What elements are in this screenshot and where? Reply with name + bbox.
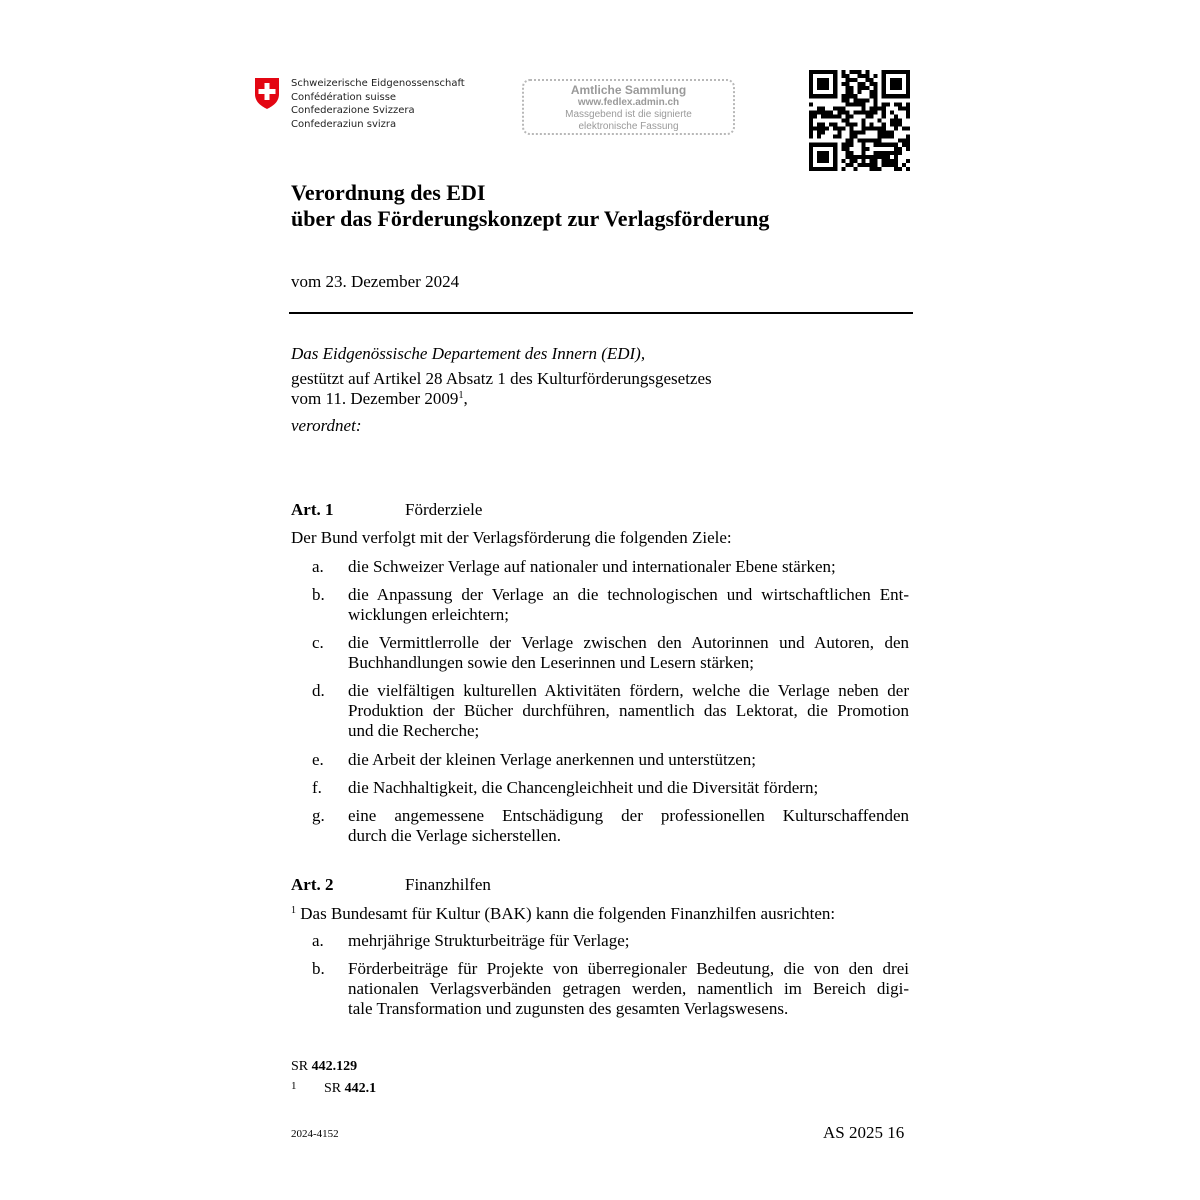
title-line-1: Verordnung des EDI <box>291 180 486 205</box>
confederation-names <box>291 77 465 131</box>
preamble-decree: verordnet: <box>291 416 362 435</box>
footnote-prefix: SR <box>324 1081 342 1096</box>
footnote-value: 442.1 <box>344 1081 377 1096</box>
article-title: Finanzhilfen <box>405 875 491 894</box>
confed-name-rm: Confederaziun svizra <box>291 118 397 130</box>
footnote-ref-1[interactable]: 1 <box>458 390 464 401</box>
basis-punct: , <box>463 389 468 408</box>
document-date: vom 23. Dezember 2024 <box>291 272 460 291</box>
list-letter: e. <box>312 750 324 769</box>
preamble-basis-line-2 <box>291 389 468 409</box>
list-letter: a. <box>312 557 324 576</box>
list-item <box>312 778 909 798</box>
article-number: Art. 2 <box>291 875 334 894</box>
preamble-authority: Das Eidgenössische Departement des Innern (EDI), <box>291 344 646 363</box>
list-letter: b. <box>312 959 325 978</box>
item-line: die Nachhaltigkeit, die Chancengleichheit und die Diversität fördern; <box>348 778 819 797</box>
article-2-intro-text: Das Bundesamt für Kultur (BAK) kann die folgenden Finanzhilfen ausrichten: <box>300 904 836 923</box>
item-line: durch die Verlage sicherstellen. <box>348 826 562 845</box>
article-1-heading <box>291 500 482 520</box>
preamble-basis-line-1: gestützt auf Artikel 28 Absatz 1 des Kulturförderungsgesetzes <box>291 369 712 388</box>
stamp-line-2: www.fedlex.admin.ch <box>577 97 680 108</box>
basis-date: vom 11. Dezember 2009 <box>291 389 459 408</box>
official-collection-stamp <box>522 79 735 135</box>
stamp-line-4: elektronische Fassung <box>578 121 679 132</box>
footnote-1 <box>291 1080 376 1097</box>
item-line: wicklungen erleichtern; <box>348 605 509 624</box>
article-2-intro <box>291 904 835 924</box>
as-reference: AS 2025 16 <box>823 1123 905 1142</box>
list-item <box>312 557 909 577</box>
item-line: eine angemessene Entschädigung der professionellen Kulturschaffenden <box>348 806 909 825</box>
sr-prefix: SR <box>291 1059 309 1074</box>
list-item <box>312 585 909 625</box>
document-number: 2024-4152 <box>291 1128 339 1140</box>
list-letter: f. <box>312 778 322 797</box>
item-line: tale Transformation und zugunsten des gesamten Verlagswesens. <box>348 999 789 1018</box>
article-2-heading <box>291 875 491 895</box>
sr-number <box>291 1059 357 1075</box>
title-line-2: über das Förderungskonzept zur Verlagsförderung <box>291 206 770 231</box>
list-letter: c. <box>312 633 324 652</box>
sr-value: 442.129 <box>311 1059 358 1074</box>
item-line: die Arbeit der kleinen Verlage anerkennen und unterstützen; <box>348 750 757 769</box>
article-number: Art. 1 <box>291 500 334 519</box>
item-line: Förderbeiträge für Projekte von überregionaler Bedeutung, die von den drei <box>348 959 909 978</box>
swiss-cross-icon <box>253 76 281 110</box>
confed-name-de: Schweizerische Eidgenossenschaft <box>291 78 465 89</box>
list-item <box>312 633 909 673</box>
item-line: nationalen Verlagsverbänden getragen werden, namentlich im Bereich digi- <box>348 979 909 998</box>
list-item <box>312 681 909 741</box>
item-line: die Anpassung der Verlage an die technologischen und wirtschaftlichen Ent- <box>348 585 909 604</box>
item-line: mehrjährige Strukturbeiträge für Verlage; <box>348 931 630 950</box>
item-line: und die Recherche; <box>348 721 480 740</box>
list-item <box>312 959 909 1019</box>
qr-code-icon <box>809 70 910 171</box>
list-letter: b. <box>312 585 325 604</box>
confed-name-it: Confederazione Svizzera <box>291 105 415 116</box>
article-title: Förderziele <box>405 500 483 519</box>
document-title <box>291 180 769 232</box>
title-divider <box>289 312 913 314</box>
item-line: die Schweizer Verlage auf nationaler und internationaler Ebene stärken; <box>348 557 836 576</box>
paragraph-number: 1 <box>291 905 296 916</box>
article-1-intro: Der Bund verfolgt mit der Verlagsförderung die folgenden Ziele: <box>291 528 732 547</box>
confed-name-fr: Confédération suisse <box>291 91 397 103</box>
stamp-line-3: Massgebend ist die signierte <box>565 109 692 120</box>
list-letter: a. <box>312 931 324 950</box>
item-line: Produktion der Bücher durchführen, namentlich das Lektorat, die Promotion <box>348 701 909 720</box>
list-letter: g. <box>312 806 325 825</box>
stamp-line-1: Amtliche Sammlung <box>570 83 687 97</box>
list-item <box>312 931 909 951</box>
item-line: die vielfältigen kulturellen Aktivitäten fördern, welche die Verlage neben der <box>348 681 909 700</box>
footnote-marker: 1 <box>291 1080 297 1092</box>
list-letter: d. <box>312 681 325 700</box>
item-line: die Vermittlerrolle der Verlage zwischen den Autorinnen und Autoren, den <box>348 633 909 652</box>
item-line: Buchhandlungen sowie den Leserinnen und Lesern stärken; <box>348 653 754 672</box>
list-item <box>312 750 909 770</box>
list-item <box>312 806 909 846</box>
